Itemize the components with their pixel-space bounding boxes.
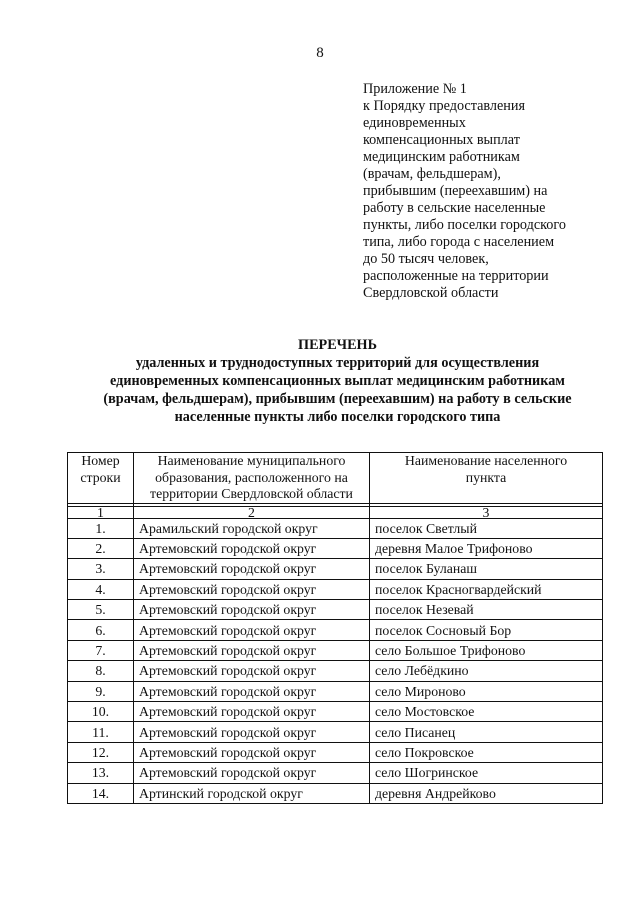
table-row: [68, 518, 603, 538]
municipality-cell: Артемовский городской округ: [134, 722, 370, 742]
column-number: 1: [68, 506, 134, 518]
row-number: 12.: [68, 742, 134, 762]
appendix-line: типа, либо города с населением: [363, 234, 555, 250]
appendix-line: прибывшим (переехавшим) на: [363, 183, 548, 199]
header-line: Номер: [81, 453, 120, 468]
municipality-cell: Артемовский городской округ: [134, 763, 370, 783]
table-row: [68, 600, 603, 620]
municipality-cell: Артемовский городской округ: [134, 600, 370, 620]
settlement-cell: поселок Буланаш: [370, 559, 603, 579]
municipality-cell: Артемовский городской округ: [134, 640, 370, 660]
settlement-cell: поселок Сосновый Бор: [370, 620, 603, 640]
heading-subtitle-line: удаленных и труднодоступных территорий для осуществления: [135, 355, 540, 371]
row-number: 11.: [68, 722, 134, 742]
row-number: 2.: [68, 538, 134, 558]
table-row: [68, 559, 603, 579]
header-line: пункта: [465, 469, 507, 485]
column-number-row: [68, 506, 603, 518]
row-number: 1.: [68, 518, 134, 538]
header-line: Наименование населенного: [404, 453, 568, 468]
settlement-cell: поселок Красногвардейский: [370, 579, 603, 599]
appendix-line: работу в сельские населенные: [363, 200, 546, 216]
table-row: [68, 681, 603, 701]
heading-subtitle-line: населенные пункты либо поселки городского типа: [174, 409, 501, 425]
appendix-line: до 50 тысяч человек,: [363, 251, 489, 267]
table-row: [68, 763, 603, 783]
municipality-cell: Арамильский городской округ: [134, 518, 370, 538]
row-number: 7.: [68, 640, 134, 660]
appendix-line: пункты, либо поселки городского: [363, 217, 566, 233]
appendix-line: (врачам, фельдшерам),: [363, 166, 501, 182]
heading-title: ПЕРЕЧЕНЬ: [298, 337, 377, 353]
document-heading: [60, 336, 615, 426]
settlement-cell: поселок Светлый: [370, 518, 603, 538]
settlement-cell: село Писанец: [370, 722, 603, 742]
appendix-line: компенсационных выплат: [363, 132, 520, 148]
column-number: 2: [134, 506, 370, 518]
table-row: [68, 661, 603, 681]
row-number: 13.: [68, 763, 134, 783]
settlement-cell: село Лебёдкино: [370, 661, 603, 681]
settlement-cell: село Покровское: [370, 742, 603, 762]
municipality-cell: Артемовский городской округ: [134, 620, 370, 640]
appendix-line: Приложение № 1: [363, 81, 467, 97]
municipality-cell: Артемовский городской округ: [134, 559, 370, 579]
municipality-cell: Артемовский городской округ: [134, 661, 370, 681]
municipality-cell: Артемовский городской округ: [134, 538, 370, 558]
table-row: [68, 722, 603, 742]
appendix-line: к Порядку предоставления: [363, 98, 525, 114]
municipality-cell: Артемовский городской округ: [134, 579, 370, 599]
appendix-block: [363, 81, 613, 302]
row-number: 4.: [68, 579, 134, 599]
heading-subtitle-line: единовременных компенсационных выплат медицинским работникам: [110, 373, 565, 389]
table-row: [68, 579, 603, 599]
settlement-cell: деревня Андрейково: [370, 783, 603, 803]
page-number: 8: [316, 45, 324, 61]
appendix-line: расположенные на территории: [363, 268, 549, 284]
appendix-line: Свердловской области: [363, 285, 499, 301]
row-number: 5.: [68, 600, 134, 620]
header-row-number: [68, 453, 134, 504]
header-line: Наименование муниципального: [157, 453, 346, 468]
header-municipality: [134, 453, 370, 504]
heading-subtitle-line: (врачам, фельдшерам), прибывшим (переехавшим) на работу в сельские: [103, 391, 572, 407]
row-number: 3.: [68, 559, 134, 579]
row-number: 10.: [68, 702, 134, 722]
settlement-cell: село Шогринское: [370, 763, 603, 783]
settlement-cell: село Большое Трифоново: [370, 640, 603, 660]
row-number: 8.: [68, 661, 134, 681]
row-number: 6.: [68, 620, 134, 640]
table-row: [68, 783, 603, 803]
table-row: [68, 702, 603, 722]
appendix-line: единовременных: [363, 115, 466, 131]
header-settlement: [370, 453, 603, 504]
header-line: территории Свердловской области: [150, 486, 353, 501]
table-row: [68, 640, 603, 660]
table-row: [68, 620, 603, 640]
settlement-cell: село Мироново: [370, 681, 603, 701]
municipality-cell: Артинский городской округ: [134, 783, 370, 803]
settlement-cell: деревня Малое Трифоново: [370, 538, 603, 558]
settlement-cell: село Мостовское: [370, 702, 603, 722]
row-number: 9.: [68, 681, 134, 701]
municipality-cell: Артемовский городской округ: [134, 681, 370, 701]
table-row: [68, 742, 603, 762]
row-number: 14.: [68, 783, 134, 803]
appendix-line: медицинским работникам: [363, 149, 520, 165]
header-line: образования, расположенного на: [155, 469, 348, 485]
column-number: 3: [370, 506, 603, 518]
table-header-row: [68, 453, 603, 504]
table-row: [68, 538, 603, 558]
municipality-cell: Артемовский городской округ: [134, 742, 370, 762]
territories-table: [67, 452, 603, 804]
municipality-cell: Артемовский городской округ: [134, 702, 370, 722]
settlement-cell: поселок Незевай: [370, 600, 603, 620]
header-line: строки: [80, 469, 121, 485]
